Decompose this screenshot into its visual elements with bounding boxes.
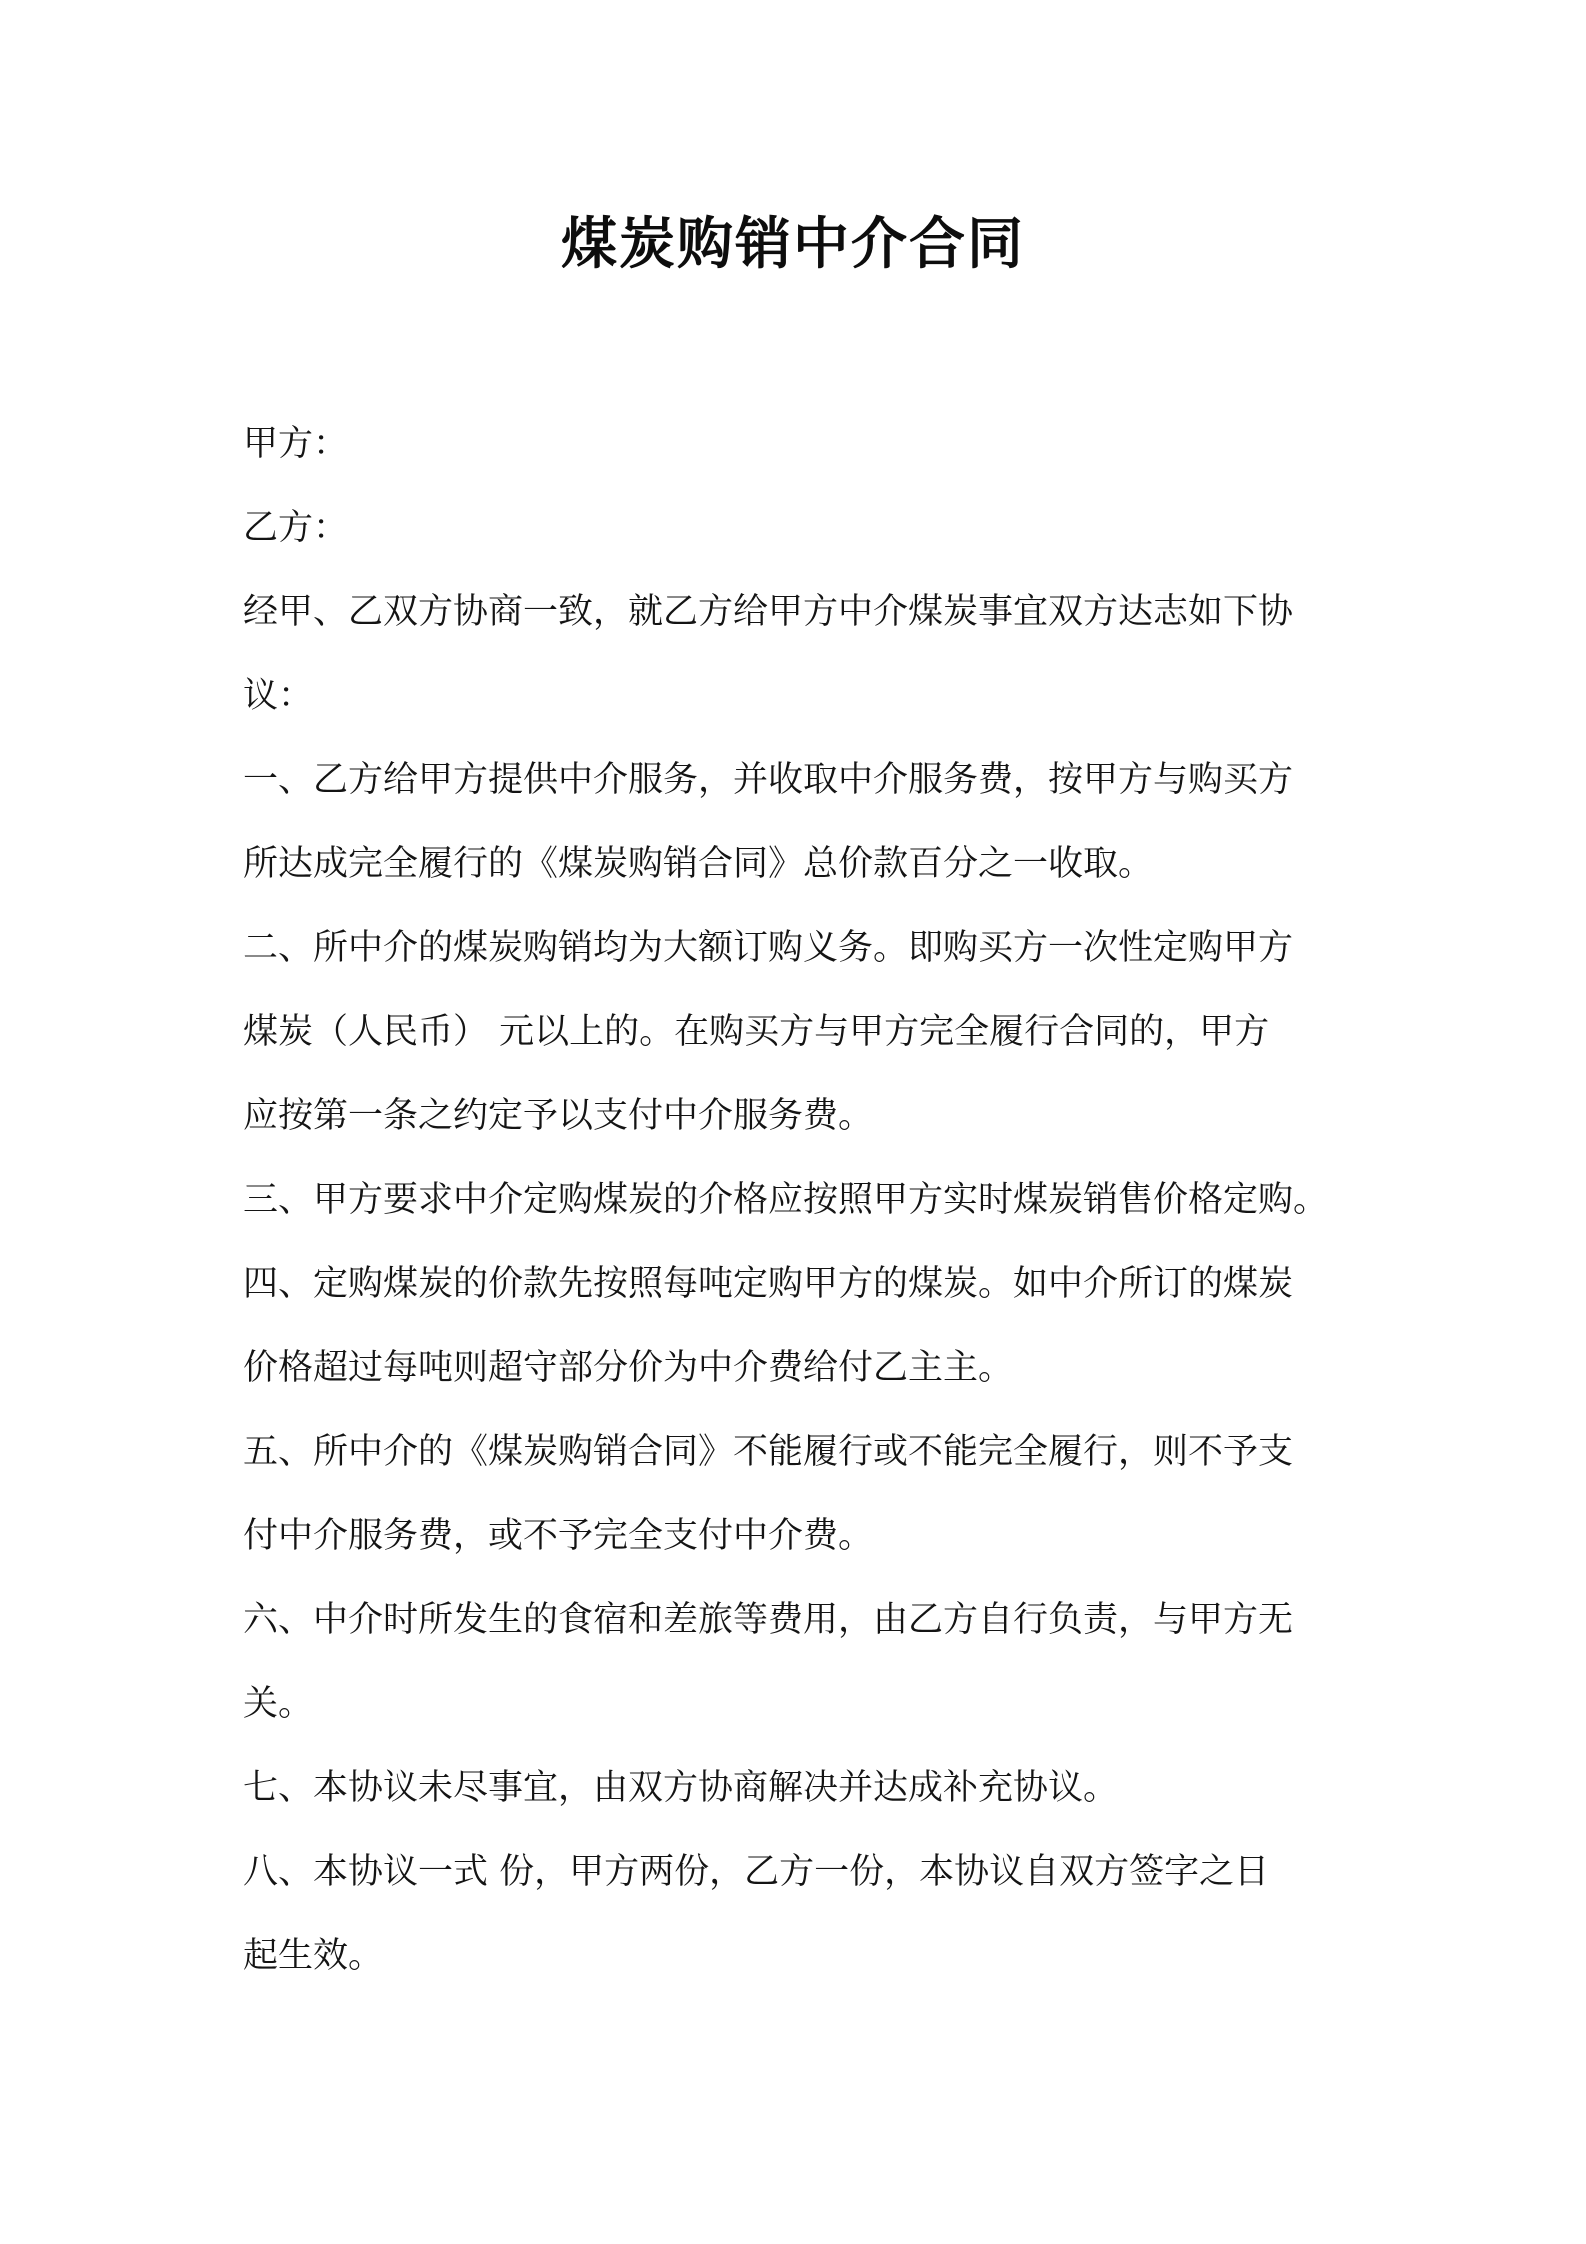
- clause-1-line-2: 所达成完全履行的《煤炭购销合同》总价款百分之一收取。: [243, 844, 1154, 884]
- clause-6-line-1: 六、中介时所发生的食宿和差旅等费用，由乙方自行负责，与甲方无: [243, 1600, 1294, 1640]
- clause-2-line-1: 二、所中介的煤炭购销均为大额订购义务。即购买方一次性定购甲方: [243, 928, 1294, 968]
- clause-5-line-1: 五、所中介的《煤炭购销合同》不能履行或不能完全履行，则不予支: [243, 1432, 1294, 1472]
- clause-2-line-2: 煤炭（人民币） 元以上的。在购买方与甲方完全履行合同的，甲方: [243, 1012, 1270, 1052]
- clause-2-line-3: 应按第一条之约定予以支付中介服务费。: [243, 1096, 874, 1136]
- party-b-line: 乙方：: [243, 508, 349, 548]
- preamble-line-2: 议：: [243, 676, 314, 716]
- clause-4-line-2: 价格超过每吨则超守部分价为中介费给付乙主主。: [243, 1348, 1014, 1388]
- clause-8-line-2: 起生效。: [243, 1936, 384, 1976]
- clause-1-line-1: 一、乙方给甲方提供中介服务，并收取中介服务费，按甲方与购买方: [243, 760, 1294, 800]
- clause-4-line-1: 四、定购煤炭的价款先按照每吨定购甲方的煤炭。如中介所订的煤炭: [243, 1264, 1294, 1304]
- clause-6-line-2: 关。: [243, 1684, 314, 1724]
- preamble-line-1: 经甲、乙双方协商一致，就乙方给甲方中介煤炭事宜双方达志如下协: [243, 592, 1294, 632]
- party-a-line: 甲方：: [243, 424, 349, 464]
- clause-3-line-1: 三、甲方要求中介定购煤炭的介格应按照甲方实时煤炭销售价格定购。: [243, 1180, 1329, 1220]
- clause-7-line-1: 七、本协议未尽事宜，由双方协商解决并达成补充协议。: [243, 1768, 1119, 1808]
- clause-8-line-1: 八、本协议一式 份，甲方两份，乙方一份，本协议自双方签字之日: [243, 1852, 1270, 1892]
- document-body: [243, 402, 1373, 1998]
- clause-5-line-2: 付中介服务费，或不予完全支付中介费。: [243, 1516, 874, 1556]
- document-title: 煤炭购销中介合同: [561, 212, 1025, 277]
